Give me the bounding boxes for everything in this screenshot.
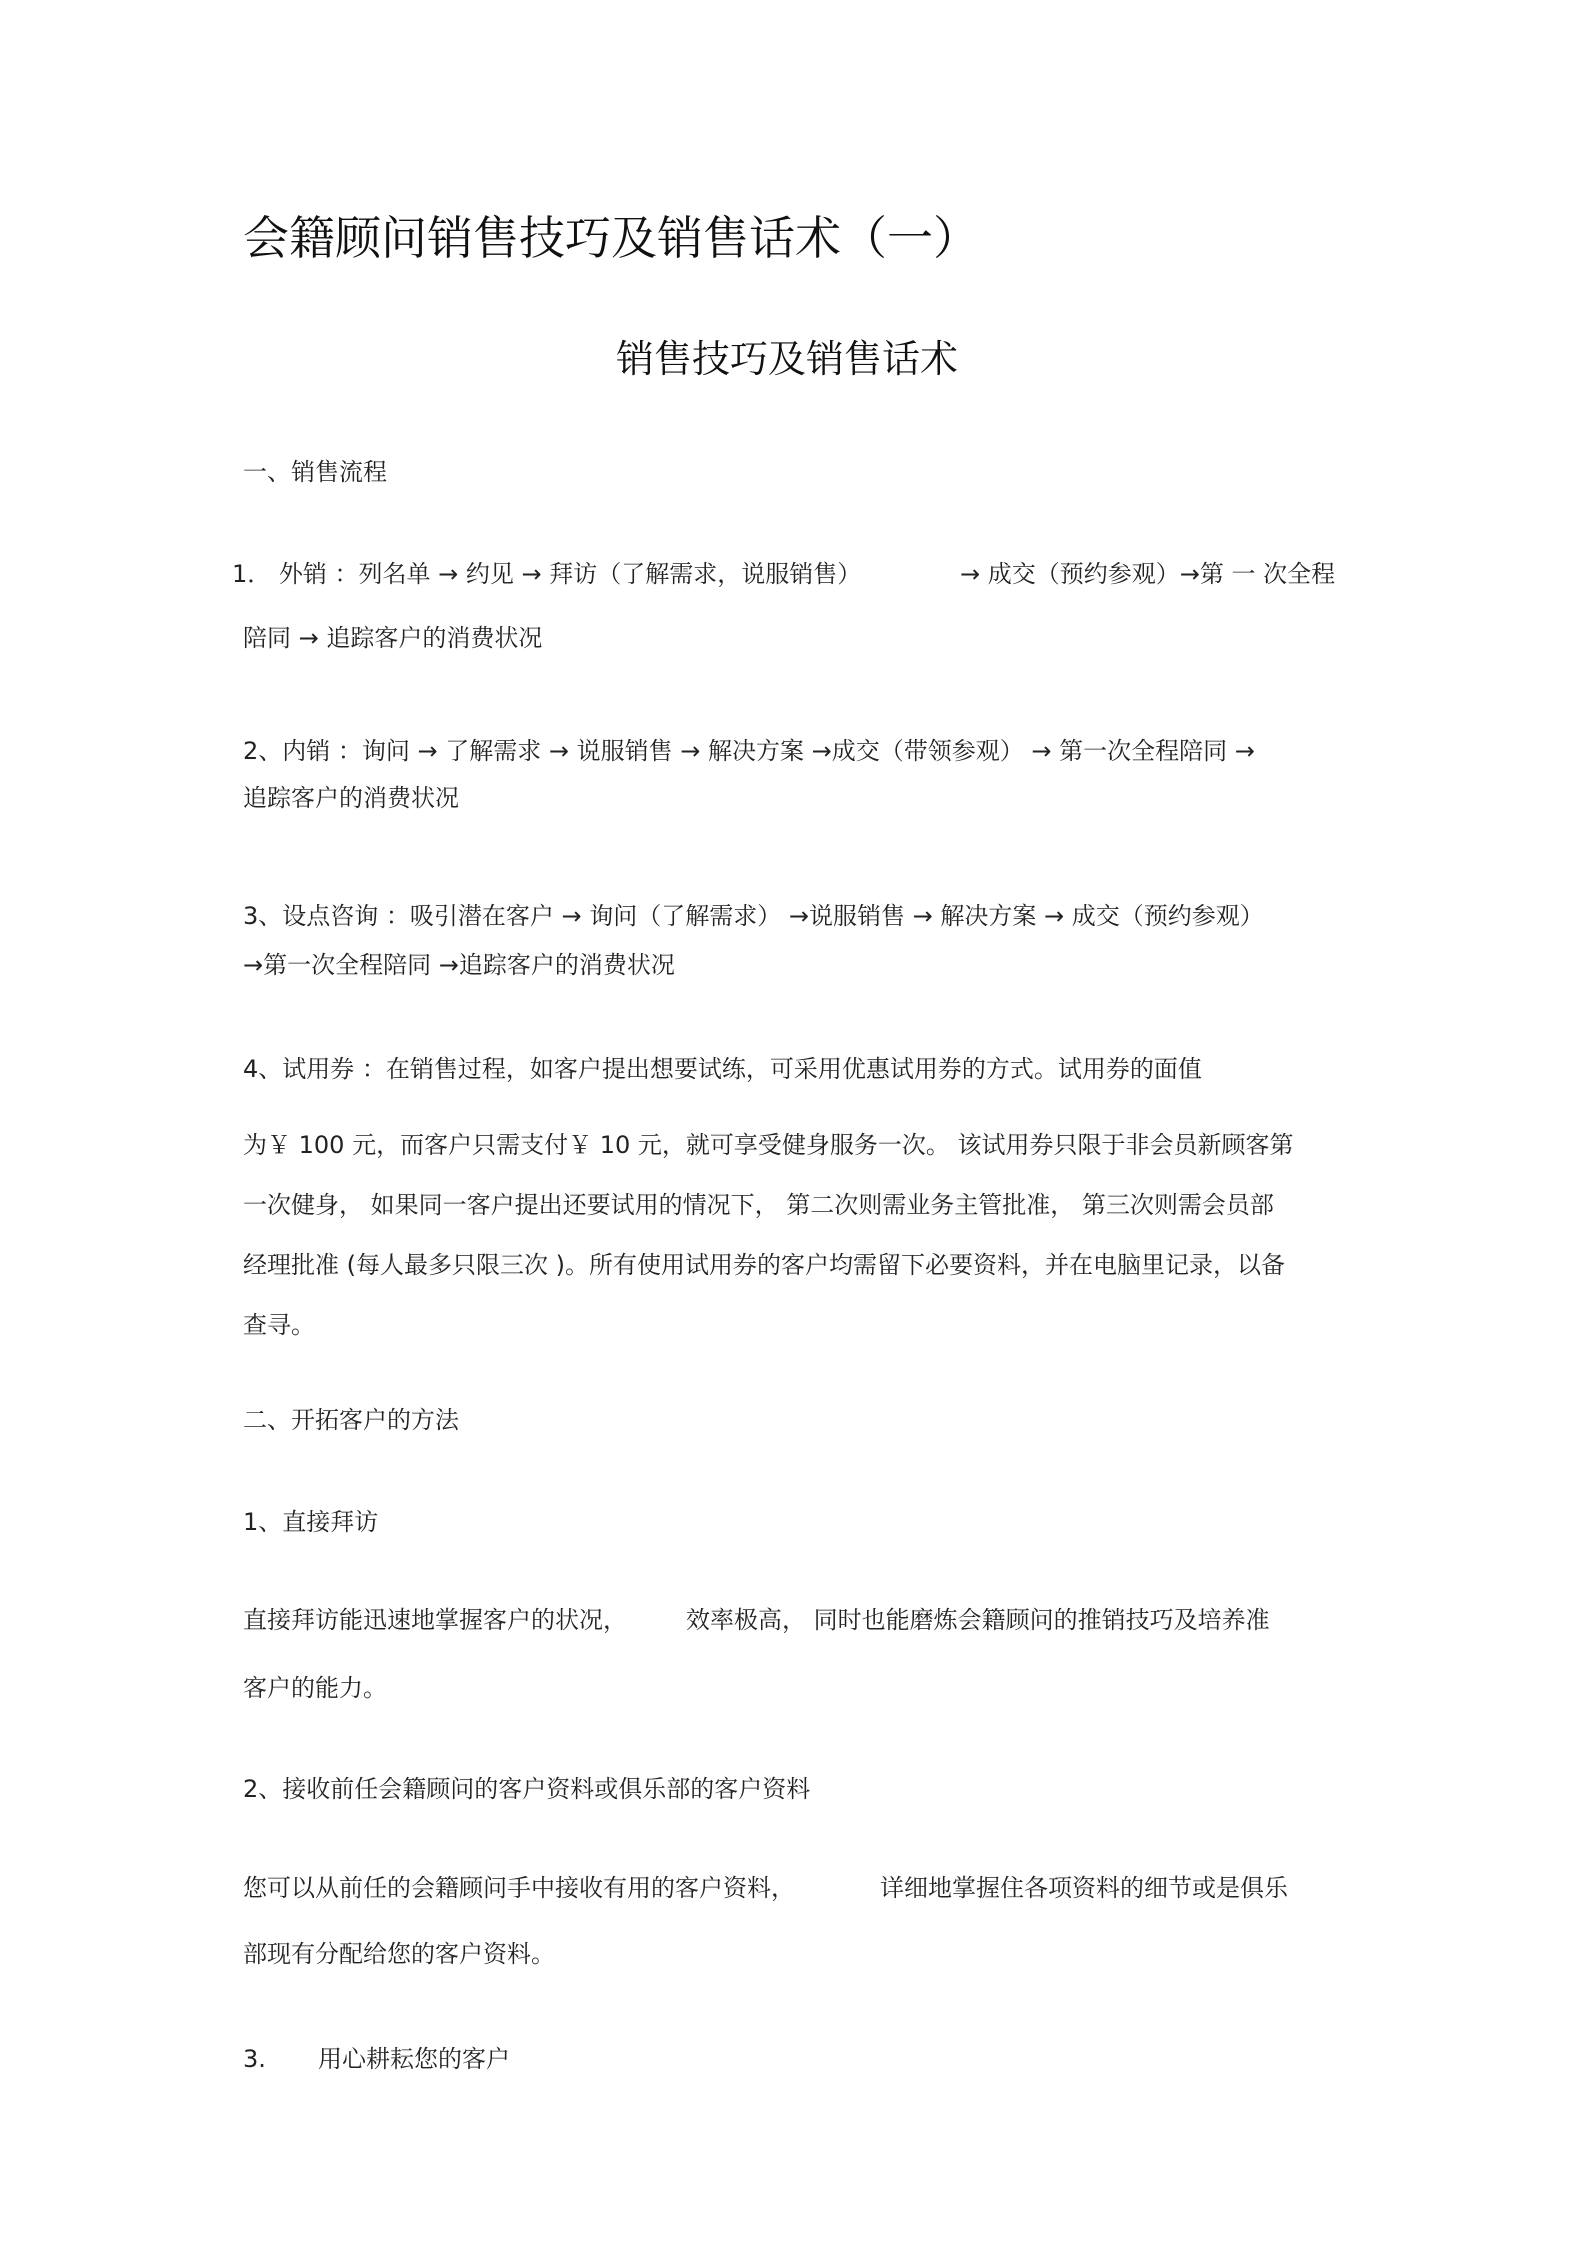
- item2-line2: 追踪客户的消费状况: [243, 784, 459, 812]
- sub2-line1-a: 您可以从前任的会籍顾问手中接收有用的客户资料，: [243, 1874, 795, 1902]
- sub1-line2: 客户的能力。: [243, 1674, 387, 1702]
- item4-line3: 一次健身， 如果同一客户提出还要试用的情况下， 第二次则需业务主管批准， 第三次则需会员部: [243, 1191, 1274, 1219]
- item2-line1: 2、内销 ：询问 → 了解需求 → 说服销售 → 解决方案 →成交（带领参观） → 第一次全程陪同 →: [243, 737, 1255, 765]
- item1-line1-a: 1． 外销 ：列名单 → 约见 → 拜访（了解需求，说服销售）: [232, 560, 862, 588]
- item4-line1: 4、试用券 ：在销售过程，如客户提出想要试练，可采用优惠试用券的方式。试用券的面值: [243, 1055, 1202, 1083]
- item3-line2: →第一次全程陪同 →追踪客户的消费状况: [243, 951, 675, 979]
- item4-line2: 为￥ 100 元，而客户只需支付￥ 10 元，就可享受健身服务一次。 该试用券只限于非会员新顾客第: [243, 1131, 1294, 1159]
- sub2-heading: 2、接收前任会籍顾问的客户资料或俱乐部的客户资料: [243, 1775, 811, 1803]
- sub3-number: 3.: [243, 2045, 266, 2073]
- section1-heading: 一、销售流程: [243, 458, 387, 486]
- sub2-line1-b: 详细地掌握住各项资料的细节或是俱乐: [880, 1874, 1288, 1902]
- sub3-heading: 用心耕耘您的客户: [318, 2045, 510, 2073]
- sub1-line1-b: 效率极高， 同时也能磨炼会籍顾问的推销技巧及培养准: [686, 1606, 1270, 1634]
- document-title: 会籍顾问销售技巧及销售话术（一）: [243, 211, 979, 265]
- sub1-heading: 1、直接拜访: [243, 1508, 379, 1536]
- item3-line1: 3、设点咨询 ：吸引潜在客户 → 询问（了解需求） →说服销售 → 解决方案 → 成交（预约参观）: [243, 902, 1264, 930]
- item1-line1-b: → 成交（预约参观）→第 一 次全程: [960, 560, 1336, 588]
- item4-line4: 经理批准 (每人最多只限三次 )。所有使用试用券的客户均需留下必要资料，并在电脑里记录，以备: [243, 1251, 1285, 1279]
- document-subtitle: 销售技巧及销售话术: [616, 337, 959, 381]
- sub1-line1-a: 直接拜访能迅速地掌握客户的状况，: [243, 1606, 627, 1634]
- section2-heading: 二、开拓客户的方法: [243, 1406, 459, 1434]
- sub2-line2: 部现有分配给您的客户资料。: [243, 1940, 555, 1968]
- item4-line5: 查寻。: [243, 1311, 315, 1339]
- item1-line2: 陪同 → 追踪客户的消费状况: [243, 624, 543, 652]
